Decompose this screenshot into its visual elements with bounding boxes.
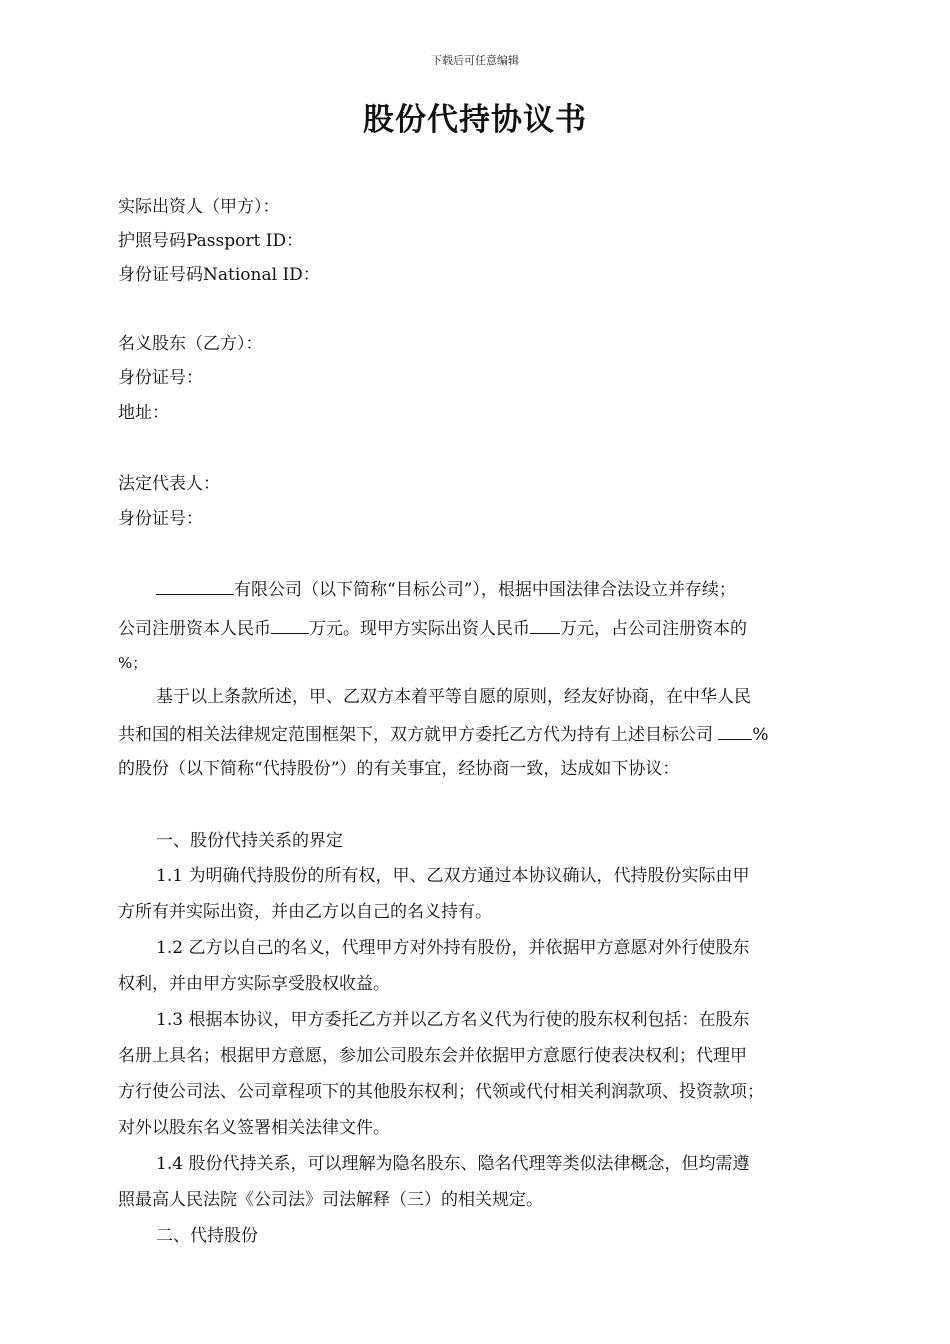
intro-p1-text-b: 公司注册资本人民币 — [118, 619, 271, 639]
intro-p1-line1 — [156, 576, 736, 602]
intro-p1-line2 — [118, 615, 747, 641]
clause-1-3-line1: 1.3 根据本协议，甲方委托乙方并以乙方名义代为行使的股东权利包括：在股东 — [156, 1010, 750, 1030]
intro-p2-line1: 基于以上条款所述，甲、乙双方本着平等自愿的原则，经友好协商，在中华人民 — [156, 687, 751, 707]
intro-p2-text-c: % — [752, 725, 769, 745]
holding-percent-blank — [718, 721, 752, 740]
section1-heading: 一、股份代持关系的界定 — [156, 831, 343, 851]
intro-p1-line3: %； — [118, 654, 148, 672]
legal-rep-id: 身份证号： — [118, 509, 203, 529]
clause-1-4-line2: 照最高人民法院《公司法》司法解释（三）的相关规定。 — [118, 1190, 543, 1210]
party-a-label: 实际出资人（甲方）： — [118, 197, 280, 217]
clause-1-2-line2: 权利，并由甲方实际享受股权收益。 — [118, 974, 390, 994]
contribution-blank — [530, 615, 560, 634]
party-b-label: 名义股东（乙方）： — [118, 334, 263, 354]
intro-p2-text-b: 共和国的相关法律规定范围框架下，双方就甲方委托乙方代为持有上述目标公司 — [118, 725, 713, 745]
intro-p1-text-c: 万元。现甲方实际出资人民币 — [309, 619, 530, 639]
clause-1-1-line1: 1.1 为明确代持股份的所有权，甲、乙双方通过本协议确认，代持股份实际由甲 — [156, 866, 750, 886]
clause-1-1-line2: 方所有并实际出资，并由乙方以自己的名义持有。 — [118, 902, 492, 922]
clause-1-2-line1: 1.2 乙方以自己的名义，代理甲方对外持有股份，并依据甲方意愿对外行使股东 — [156, 938, 750, 958]
legal-rep-label: 法定代表人： — [118, 474, 220, 494]
clause-1-4-line1: 1.4 股份代持关系，可以理解为隐名股东、隐名代理等类似法律概念，但均需遵 — [156, 1154, 750, 1174]
intro-p2-line3: 的股份（以下简称“代持股份”）的有关事宜，经协商一致，达成如下协议： — [118, 759, 680, 779]
clause-1-3-line4: 对外以股东名义签署相关法律文件。 — [118, 1118, 390, 1138]
intro-p2-line2 — [118, 721, 769, 747]
party-a-passport: 护照号码Passport ID： — [118, 231, 304, 251]
document-title: 股份代持协议书 — [363, 102, 587, 138]
party-a-national-id: 身份证号码National ID： — [118, 265, 320, 285]
company-name-blank — [156, 576, 234, 595]
registered-capital-blank — [271, 615, 309, 634]
section2-heading: 二、代持股份 — [156, 1226, 258, 1246]
party-b-address: 地址： — [118, 403, 169, 423]
intro-p1-text-a: 有限公司（以下简称“目标公司”），根据中国法律合法设立并存续； — [234, 580, 736, 600]
header-note: 下载后可任意编辑 — [431, 54, 519, 67]
party-b-id: 身份证号： — [118, 368, 203, 388]
intro-p1-text-d: 万元，占公司注册资本的 — [560, 619, 747, 639]
clause-1-3-line2: 名册上具名；根据甲方意愿，参加公司股东会并依据甲方意愿行使表决权利；代理甲 — [118, 1046, 747, 1066]
clause-1-3-line3: 方行使公司法、公司章程项下的其他股东权利；代领或代付相关利润款项、投资款项； — [118, 1082, 764, 1102]
